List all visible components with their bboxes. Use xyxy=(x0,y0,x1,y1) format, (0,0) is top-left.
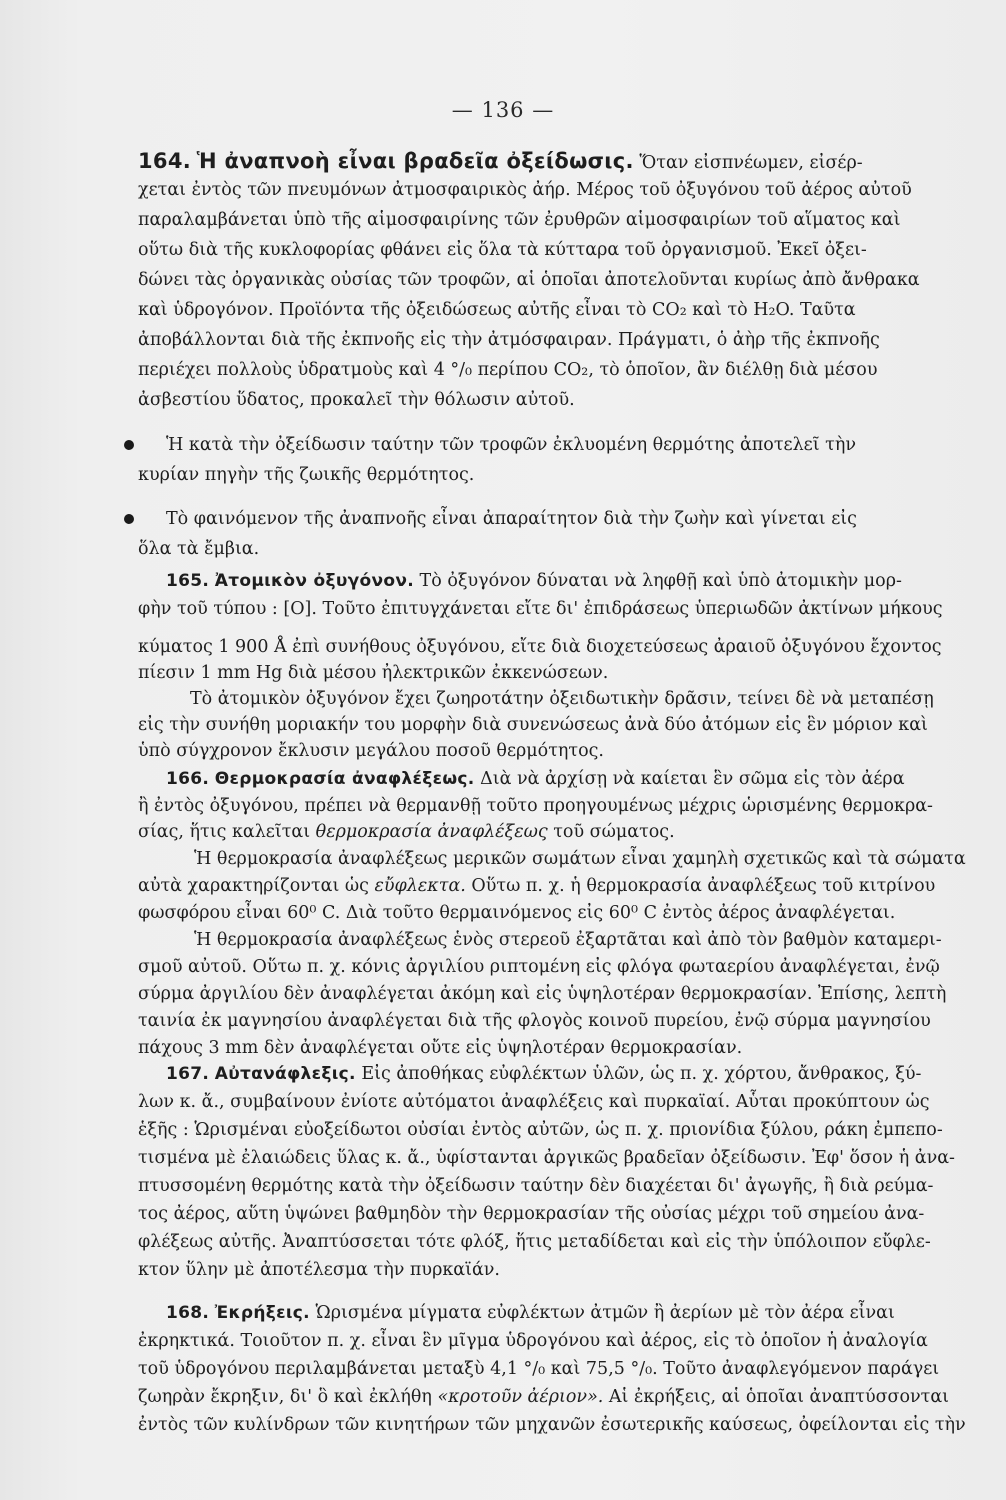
section-heading: Ἡ ἀναπνοὴ εἶναι βραδεῖα ὀξείδωσις. xyxy=(196,149,634,173)
text-line: τισμένα μὲ ἐλαιώδεις ὕλας κ. ἄ., ὑφίστανται ἀργικῶς βραδεῖαν ὀξείδωσιν. Ἐφ' ὅσον ἡ ἀνα- xyxy=(138,1148,955,1168)
bullet-icon xyxy=(124,440,134,450)
text-line: Αἱ ἐκρήξεις, αἱ ὁποῖαι ἀναπτύσσονται xyxy=(608,1387,950,1407)
text-line: ἐντὸς τῶν κυλίνδρων τῶν κινητήρων τῶν μηχανῶν ἐσωτερικῆς καύσεως, ὀφείλονται εἰς τὴν xyxy=(138,1415,966,1435)
text-line: χεται ἐντὸς τῶν πνευμόνων ἀτμοσφαιρικὸς ἀήρ. Μέρος τοῦ ὀξυγόνου τοῦ ἀέρος αὐτοῦ xyxy=(138,180,912,200)
text-line: ζωηρὰν ἔκρηξιν, δι' ὃ καὶ ἐκλήθη xyxy=(138,1387,432,1407)
section-number: 164. xyxy=(138,149,192,173)
text-line: ἐκρηκτικά. Τοιοῦτον π. χ. εἶναι ἓν μῖγμα ὑδρογόνου καὶ ἀέρος, εἰς τὸ ὁποῖον ἡ ἀναλογία xyxy=(138,1331,928,1351)
text-line: εἰς τὴν συνήθη μοριακήν του μορφὴν διὰ συνενώσεως ἀνὰ δύο ἀτόμων εἰς ἓν μόριον καὶ xyxy=(138,715,928,735)
section-number: 165. xyxy=(166,571,210,591)
text-line: πάχους 3 mm δὲν ἀναφλέγεται οὔτε εἰς ὑψηλοτέραν θερμοκρασίαν. xyxy=(138,1038,743,1058)
text-line: τοῦ σώματος. xyxy=(553,822,675,842)
section-heading: Αὐτανάφλεξις. xyxy=(214,1064,356,1084)
text-line: καὶ ὑδρογόνον. Προϊόντα τῆς ὀξειδώσεως αὐτῆς εἶναι τὸ CO₂ καὶ τὸ H₂O. Ταῦτα xyxy=(138,300,856,320)
text-line: Τὸ ὀξυγόνον δύναται νὰ ληφθῇ καὶ ὑπὸ ἀτομικὴν μορ- xyxy=(419,571,902,591)
text-line: περιέχει πολλοὺς ὑδρατμοὺς καὶ 4 °/₀ περίπου CO₂, τὸ ὁποῖον, ἂν διέλθῃ διὰ μέσου xyxy=(138,360,878,380)
text-line: ὅλα τὰ ἔμβια. xyxy=(138,539,260,559)
text-line: κτον ὕλην μὲ ἀποτέλεσμα τὴν πυρκαϊάν. xyxy=(138,1260,500,1280)
section-heading: Ἀτομικὸν ὀξυγόνον. xyxy=(214,571,414,591)
text-line: Τὸ φαινόμενον τῆς ἀναπνοῆς εἶναι ἀπαραίτητον διὰ τὴν ζωὴν καὶ γίνεται εἰς xyxy=(166,509,857,529)
text-line: δώνει τὰς ὀργανικὰς οὐσίας τῶν τροφῶν, αἱ ὁποῖαι ἀποτελοῦνται κυρίως ἀπὸ ἄνθρακα xyxy=(138,270,920,290)
text-line: Ὡρισμένα μίγματα εὐφλέκτων ἀτμῶν ἢ ἀερίων μὲ τὸν ἀέρα εἶναι xyxy=(315,1303,895,1323)
text-line: Εἰς ἀποθήκας εὐφλέκτων ὑλῶν, ὡς π. χ. χόρτου, ἄνθρακος, ξύ- xyxy=(361,1064,922,1084)
text-line: τοῦ ὑδρογόνου περιλαμβάνεται μεταξὺ 4,1 °/₀ καὶ 75,5 °/₀. Τοῦτο ἀναφλεγόμενον παράγει xyxy=(138,1359,940,1379)
text-line: ὑπὸ σύγχρονον ἔκλυσιν μεγάλου ποσοῦ θερμότητος. xyxy=(138,741,604,761)
text-line: λων κ. ἄ., συμβαίνουν ἐνίοτε αὐτόματοι ἀναφλέξεις καὶ πυρκαϊαί. Αὗται προκύπτουν ὡς xyxy=(138,1092,930,1112)
term-italic: «κροτοῦν ἀέριον». xyxy=(437,1387,604,1407)
text-line: σμοῦ αὐτοῦ. Οὕτω π. χ. κόνις ἀργιλίου ριπτομένη εἰς φλόγα φωταερίου ἀναφλέγεται, ἐνῷ xyxy=(138,957,940,977)
text-line: τος ἀέρος, αὕτη ὑψώνει βαθμηδὸν τὴν θερμοκρασίαν τῆς οὐσίας μέχρι τοῦ σημείου ἀνα- xyxy=(138,1204,925,1224)
text-line: φλέξεως αὐτῆς. Ἀναπτύσσεται τότε φλόξ, ἥτις μεταδίδεται καὶ εἰς τὴν ὑπόλοιπον εὔφλε- xyxy=(138,1232,931,1252)
text-line: πίεσιν 1 mm Hg διὰ μέσου ἠλεκτρικῶν ἐκκενώσεων. xyxy=(138,663,609,683)
term-italic: θερμοκρασία ἀναφλέξεως xyxy=(315,822,548,842)
text-line: αὐτὰ χαρακτηρίζονται ὡς xyxy=(138,876,369,896)
text-line: κύματος 1 900 Å ἐπὶ συνήθους ὀξυγόνου, εἴτε διὰ διοχετεύσεως ἀραιοῦ ὀξυγόνου ἔχοντος xyxy=(138,637,942,657)
section-number: 167. xyxy=(166,1064,210,1084)
text-line: Ὅταν εἰσπνέωμεν, εἰσέρ- xyxy=(639,153,863,173)
section-number: 168. xyxy=(166,1303,210,1323)
bullet-icon xyxy=(124,514,134,524)
text-line: οὕτω διὰ τῆς κυκλοφορίας φθάνει εἰς ὅλα τὰ κύτταρα τοῦ ὀργανισμοῦ. Ἐκεῖ ὀξει- xyxy=(138,240,867,260)
text-line: φὴν τοῦ τύπου : [O]. Τοῦτο ἐπιτυγχάνεται εἴτε δι' ἐπιδράσεως ὑπεριωδῶν ἀκτίνων μήκους xyxy=(138,599,943,619)
bullet-paragraph xyxy=(138,434,856,456)
text-line: Ἡ κατὰ τὴν ὀξείδωσιν ταύτην τῶν τροφῶν ἐκλυομένη θερμότης ἀποτελεῖ τὴν xyxy=(166,435,856,455)
page-number: — 136 — xyxy=(451,98,555,122)
text-line: ἀσβεστίου ὕδατος, προκαλεῖ τὴν θόλωσιν αὐτοῦ. xyxy=(138,390,575,410)
text-line: ἢ ἐντὸς ὀξυγόνου, πρέπει νὰ θερμανθῇ τοῦτο προηγουμένως μέχρις ὡρισμένης θερμοκρα- xyxy=(138,796,933,816)
section-heading: Θερμοκρασία ἀναφλέξεως. xyxy=(214,769,475,789)
text-line: Τὸ ἀτομικὸν ὀξυγόνον ἔχει ζωηροτάτην ὀξειδωτικὴν δρᾶσιν, τείνει δὲ νὰ μεταπέσῃ xyxy=(190,689,934,709)
text-line: Διὰ νὰ ἀρχίσῃ νὰ καίεται ἓν σῶμα εἰς τὸν ἀέρα xyxy=(480,769,905,789)
text-line: ἀποβάλλονται διὰ τῆς ἐκπνοῆς εἰς τὴν ἀτμόσφαιραν. Πράγματι, ὁ ἀὴρ τῆς ἐκπνοῆς xyxy=(138,330,880,350)
bullet-paragraph xyxy=(138,508,857,530)
text-line: ἑξῆς : Ὡρισμέναι εὐοξείδωτοι οὐσίαι ἐντὸς αὐτῶν, ὡς π. χ. πριονίδια ξύλου, ράκη ἐμπεπο- xyxy=(138,1120,943,1140)
section-heading: Ἐκρήξεις. xyxy=(214,1303,310,1323)
text-line: σύρμα ἀργιλίου δὲν ἀναφλέγεται ἀκόμη καὶ εἰς ὑψηλοτέραν θερμοκρασίαν. Ἐπίσης, λεπτὴ xyxy=(138,984,947,1004)
text-line: παραλαμβάνεται ὑπὸ τῆς αἱμοσφαιρίνης τῶν ἐρυθρῶν αἱμοσφαιρίων τοῦ αἵματος καὶ xyxy=(138,210,901,230)
section-number: 166. xyxy=(166,769,210,789)
text-line: φωσφόρου εἶναι 60⁰ C. Διὰ τοῦτο θερμαινόμενος εἰς 60⁰ C ἐντὸς ἀέρος ἀναφλέγεται. xyxy=(138,903,896,923)
text-line: ταινία ἐκ μαγνησίου ἀναφλέγεται διὰ τῆς φλογὸς κοινοῦ πυρείου, ἐνῷ σύρμα μαγνησίου xyxy=(138,1011,931,1031)
term-italic: εὔφλεκτα. xyxy=(374,876,466,896)
text-line: κυρίαν πηγὴν τῆς ζωικῆς θερμότητος. xyxy=(138,465,475,485)
text-line: Ἡ θερμοκρασία ἀναφλέξεως ἑνὸς στερεοῦ ἐξαρτᾶται καὶ ἀπὸ τὸν βαθμὸν καταμερι- xyxy=(194,930,942,950)
text-line: πτυσσομένη θερμότης κατὰ τὴν ὀξείδωσιν ταύτην δὲν διαχέεται δι' ἀγωγῆς, ἢ διὰ ρεύμα- xyxy=(138,1176,934,1196)
text-line: Οὕτω π. χ. ἡ θερμοκρασία ἀναφλέξεως τοῦ κιτρίνου xyxy=(471,876,936,896)
text-line: Ἡ θερμοκρασία ἀναφλέξεως μερικῶν σωμάτων εἶναι χαμηλὴ σχετικῶς καὶ τὰ σώματα xyxy=(194,849,966,869)
text-line: σίας, ἥτις καλεῖται xyxy=(138,822,311,842)
